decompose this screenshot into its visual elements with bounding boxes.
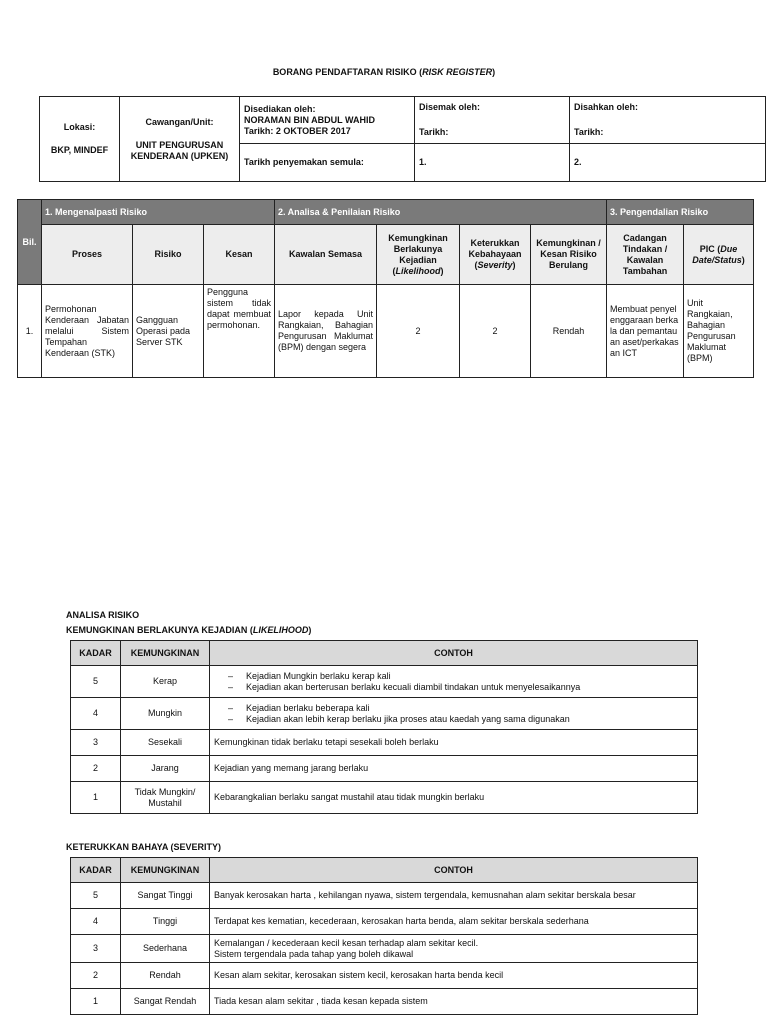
sv-col-kadar: KADAR <box>71 858 121 883</box>
col-cadangan: Cadangan Tindakan / Kawalan Tambahan <box>607 225 684 285</box>
row-pic: Unit Rangkaian, Bahagian Pengurusan Maklumat (BPM) <box>684 285 754 378</box>
sv-contoh: Tiada kesan alam sekitar , tiada kesan kepada sistem <box>210 989 698 1015</box>
disahkan-cell <box>570 97 766 144</box>
lk-label: Mungkin <box>121 698 210 730</box>
lk-col-kemungkinan: KEMUNGKINAN <box>121 641 210 666</box>
col-kawalan-semasa: Kawalan Semasa <box>275 225 377 285</box>
lk-kadar: 4 <box>71 698 121 730</box>
sv-col-kemungkinan: KEMUNGKINAN <box>121 858 210 883</box>
lk-kadar: 5 <box>71 666 121 698</box>
list-item: – Kejadian berlaku beberapa kali <box>214 703 693 714</box>
list-item: – Kejadian akan lebih kerap berlaku jika proses atau kaedah yang sama digunakan <box>214 714 693 725</box>
semakan-label: Tarikh penyemakan semula: <box>240 144 415 182</box>
lk-label: Sesekali <box>121 730 210 756</box>
sv-contoh: Banyak kerosakan harta , kehilangan nyawa, sistem tergendala, kemusnahan alam sekitar berskala besar <box>210 883 698 909</box>
lokasi-label: Lokasi: <box>63 122 96 132</box>
row-risiko: Gangguan Operasi pada Server STK <box>133 285 204 378</box>
section-pengendalian: 3. Pengendalian Risiko <box>607 200 754 225</box>
lokasi-value: BKP, MINDEF <box>50 145 109 155</box>
disahkan-label: Disahkan oleh: <box>574 102 639 112</box>
disediakan-cell <box>240 97 415 144</box>
table-row <box>71 909 698 935</box>
lk-contoh <box>210 698 698 730</box>
lokasi-cell <box>40 97 120 182</box>
sv-kadar: 3 <box>71 935 121 963</box>
list-item: – Kejadian akan berterusan berlaku kecuali diambil tindakan untuk menyelesaikannya <box>214 682 693 693</box>
disemak-label: Disemak oleh: <box>419 102 481 112</box>
lk-kadar: 1 <box>71 782 121 814</box>
lk-label: Kerap <box>121 666 210 698</box>
bil-header: Bil. <box>18 200 42 285</box>
row-berulang: Rendah <box>531 285 607 378</box>
lk-col-contoh: CONTOH <box>210 641 698 666</box>
lk-kadar: 3 <box>71 730 121 756</box>
row-cadangan: Membuat penyelenggaraan berkala dan pemantauan aset/perkakasan ICT <box>607 285 684 378</box>
col-kesan: Kesan <box>204 225 275 285</box>
disediakan-tarikh: Tarikh: 2 OKTOBER 2017 <box>244 125 351 136</box>
analisa-heading: ANALISA RISIKO <box>66 610 140 620</box>
table-row <box>18 285 754 378</box>
sv-kadar: 1 <box>71 989 121 1015</box>
semakan-1: 1. <box>415 144 570 182</box>
col-risiko: Risiko <box>133 225 204 285</box>
sv-label: Sederhana <box>121 935 210 963</box>
table-row <box>71 963 698 989</box>
sv-label: Rendah <box>121 963 210 989</box>
sv-kadar: 2 <box>71 963 121 989</box>
row-bil: 1. <box>18 285 42 378</box>
lk-contoh: Kemungkinan tidak berlaku tetapi sesekali boleh berlaku <box>210 730 698 756</box>
lk-col-kadar: KADAR <box>71 641 121 666</box>
table-row <box>71 782 698 814</box>
cawangan-cell <box>120 97 240 182</box>
likelihood-title: KEMUNGKINAN BERLAKUNYA KEJADIAN (LIKELIHOOD) <box>66 625 312 635</box>
sv-label: Sangat Rendah <box>121 989 210 1015</box>
likelihood-table <box>70 640 698 814</box>
list-item: Kemalangan / kecederaan kecil kesan terhadap alam sekitar kecil. <box>214 937 479 948</box>
col-pic: PIC (Due Date/Status) <box>684 225 754 285</box>
lk-label: Tidak Mungkin/ Mustahil <box>121 782 210 814</box>
sv-label: Tinggi <box>121 909 210 935</box>
disediakan-name: NORAMAN BIN ABDUL WAHID <box>244 114 375 125</box>
severity-title: KETERUKKAN BAHAYA (SEVERITY) <box>66 842 222 852</box>
table-row <box>71 666 698 698</box>
cawangan-value: UNIT PENGURUSAN KENDERAAN (UPKEN) <box>130 139 229 161</box>
row-kemungkinan: 2 <box>377 285 460 378</box>
lk-contoh <box>210 666 698 698</box>
row-kawalan: Lapor kepada Unit Rangkaian, Bahagian Pengurusan Maklumat (BPM) dengan segera <box>275 285 377 378</box>
sv-kadar: 4 <box>71 909 121 935</box>
sv-contoh: Kesan alam sekitar, kerosakan sistem kecil, kerosakan harta benda kecil <box>210 963 698 989</box>
row-kesan: Pengguna sistem tidak dapat membuat permohonan. <box>204 285 275 378</box>
lk-kadar: 2 <box>71 756 121 782</box>
table-row <box>71 756 698 782</box>
section-mengenalpasti: 1. Mengenalpasti Risiko <box>42 200 275 225</box>
sv-contoh: Terdapat kes kematian, kecederaan, kerosakan harta benda, alam sekitar berskala sederhana <box>210 909 698 935</box>
table-row <box>71 730 698 756</box>
disemak-tarikh: Tarikh: <box>419 127 449 137</box>
sv-label: Sangat Tinggi <box>121 883 210 909</box>
lk-label: Jarang <box>121 756 210 782</box>
risk-register-table <box>17 199 754 378</box>
list-item: – Kejadian Mungkin berlaku kerap kali <box>214 671 693 682</box>
list-item: Sistem tergendala pada tahap yang boleh dikawal <box>214 948 414 959</box>
lk-contoh: Kebarangkalian berlaku sangat mustahil atau tidak mungkin berlaku <box>210 782 698 814</box>
register-header-table <box>39 96 766 182</box>
sv-kadar: 5 <box>71 883 121 909</box>
lk-contoh: Kejadian yang memang jarang berlaku <box>210 756 698 782</box>
severity-table <box>70 857 698 1015</box>
semakan-2: 2. <box>570 144 766 182</box>
row-proses: Permohonan Kenderaan Jabatan melalui Sistem Tempahan Kenderaan (STK) <box>42 285 133 378</box>
cawangan-label: Cawangan/Unit: <box>145 116 214 127</box>
col-proses: Proses <box>42 225 133 285</box>
table-row <box>71 989 698 1015</box>
table-row <box>71 698 698 730</box>
col-kemungkinan: Kemungkinan Berlakunya Kejadian (Likelihood) <box>377 225 460 285</box>
col-berulang: Kemungkinan / Kesan Risiko Berulang <box>531 225 607 285</box>
sv-col-contoh: CONTOH <box>210 858 698 883</box>
section-analisa: 2. Analisa & Penilaian Risiko <box>275 200 607 225</box>
table-row <box>71 935 698 963</box>
row-keterukkan: 2 <box>460 285 531 378</box>
disemak-cell <box>415 97 570 144</box>
document-title: BORANG PENDAFTARAN RISIKO (RISK REGISTER) <box>272 67 496 77</box>
table-row <box>71 883 698 909</box>
disediakan-label: Disediakan oleh: <box>244 103 316 114</box>
col-keterukkan: Keterukkan Kebahayaan (Severity) <box>460 225 531 285</box>
disahkan-tarikh: Tarikh: <box>574 127 604 137</box>
sv-contoh <box>210 935 698 963</box>
